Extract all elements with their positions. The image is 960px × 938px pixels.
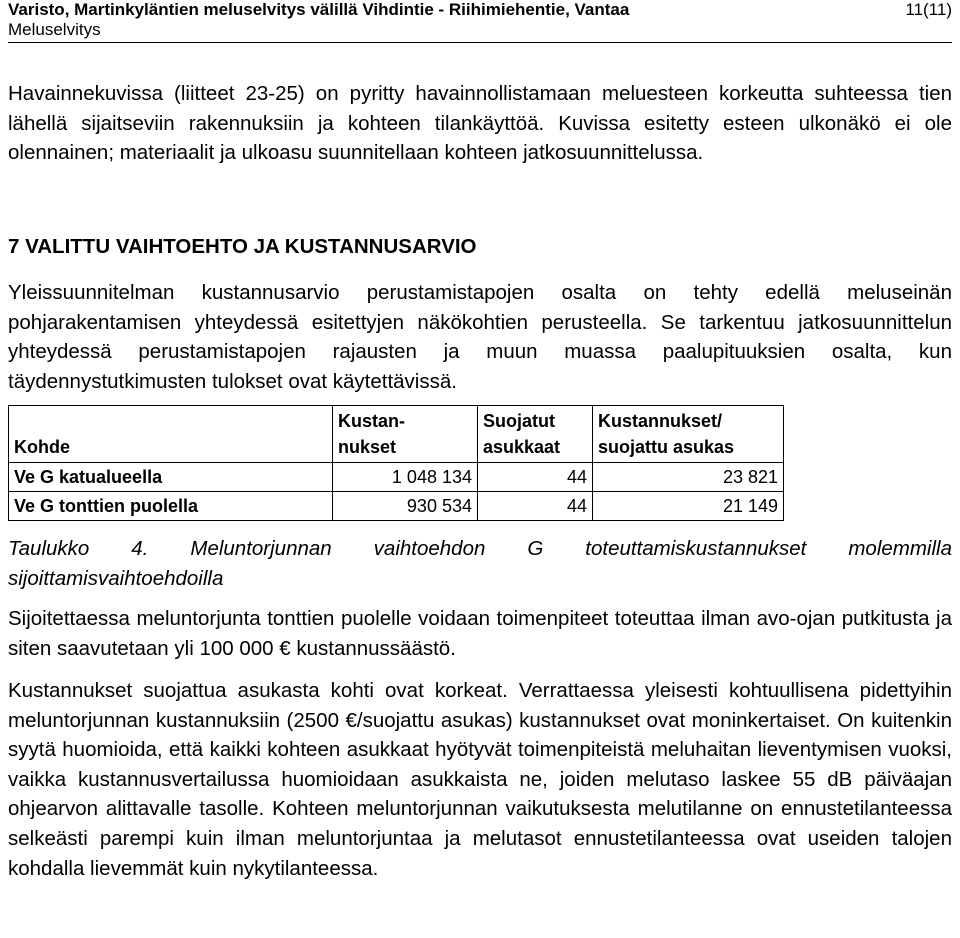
row-kohde: Ve G katualueella bbox=[9, 463, 333, 492]
page-number: 11(11) bbox=[905, 0, 952, 19]
cost-table bbox=[8, 405, 784, 521]
conclusion-paragraph: Kustannukset suojattua asukasta kohti ovat korkeat. Verrattaessa yleisesti kohtuullisena pidettyihin meluntorjunnan kustannuksiin (2500 €/suojattu asukas) kustannukset ovat moninkertaiset. On kuitenkin syytä huomioida, että kaikki kohteen asukkaat hyötyvät toimenpiteistä meluhaitan lieventymisen vuoksi, vaikka kustannusvertailussa huomioidaan asukkaista ne, joiden melutaso laskee 55 dB päiväajan ohjearvon alittavalle tasolle. Kohteen meluntorjunnan vaikutuksesta melutilanne on ennustetilanteessa selkeästi parempi kuin ilman meluntorjuntaa ja melutasot ennustetilanteessa ovat useiden talojen kohdalla lievemmät kuin nykytilanteessa. bbox=[8, 679, 952, 880]
table-header-row bbox=[9, 406, 784, 463]
row-per-asukas: 23 821 bbox=[593, 463, 784, 492]
header-kustannukset bbox=[333, 406, 478, 463]
section-heading: 7 VALITTU VAIHTOEHTO JA KUSTANNUSARVIO bbox=[8, 235, 477, 258]
table-row bbox=[9, 492, 784, 521]
intro-paragraph: Havainnekuvissa (liitteet 23-25) on pyritty havainnollistamaan meluesteen korkeutta suhteessa tien lähellä sijaitseviin rakennuksiin ja kohteen tilankäyttöä. Kuvissa esitetty esteen ulkonäkö ei ole olennainen; materiaalit ja ulkoasu suunnitellaan kohteen jatkosuunnittelussa. bbox=[8, 82, 952, 165]
row-kohde: Ve G tonttien puolella bbox=[9, 492, 333, 521]
row-kustannukset: 930 534 bbox=[333, 492, 478, 521]
header-kustannukset-line2: nukset bbox=[338, 437, 397, 457]
row-suojatut: 44 bbox=[478, 492, 593, 521]
header-suojatut-line2: asukkaat bbox=[483, 437, 561, 457]
document-subtitle: Meluselvitys bbox=[8, 20, 101, 39]
row-suojatut: 44 bbox=[478, 463, 593, 492]
cost-estimate-paragraph: Yleissuunnitelman kustannusarvio perustamistapojen osalta on tehty edellä meluseinän pohjarakentamisen yhteydessä esitettyjen näkökohtien perusteella. Se tarkentuu jatkosuunnittelun yhteydessä perustamistapojen rajausten ja muun muassa paalupituuksien osalta, kun täydennystutkimusten tulokset ovat käytettävissä. bbox=[8, 281, 952, 393]
row-per-asukas: 21 149 bbox=[593, 492, 784, 521]
header-kustannukset-line1: Kustan- bbox=[338, 411, 405, 431]
row-kustannukset: 1 048 134 bbox=[333, 463, 478, 492]
header-divider bbox=[8, 42, 952, 43]
header-suojatut-line1: Suojatut bbox=[483, 411, 555, 431]
header-suojatut bbox=[478, 406, 593, 463]
header-kohde: Kohde bbox=[9, 406, 333, 463]
table-row bbox=[9, 463, 784, 492]
page-header bbox=[8, 0, 952, 40]
document-title: Varisto, Martinkyläntien meluselvitys välillä Vihdintie - Riihimiehentie, Vantaa bbox=[8, 0, 630, 19]
header-per-asukas bbox=[593, 406, 784, 463]
table-caption: Taulukko 4. Meluntorjunnan vaihtoehdon G toteuttamiskustannukset molemmilla sijoittamisvaihtoehdoilla bbox=[8, 537, 952, 590]
header-per-asukas-line1: Kustannukset/ bbox=[598, 411, 723, 431]
header-per-asukas-line2: suojattu asukas bbox=[598, 437, 735, 457]
savings-paragraph: Sijoitettaessa meluntorjunta tonttien puolelle voidaan toimenpiteet toteuttaa ilman avo-ojan putkitusta ja siten saavutetaan yli 100 000 € kustannussäästö. bbox=[8, 607, 952, 660]
